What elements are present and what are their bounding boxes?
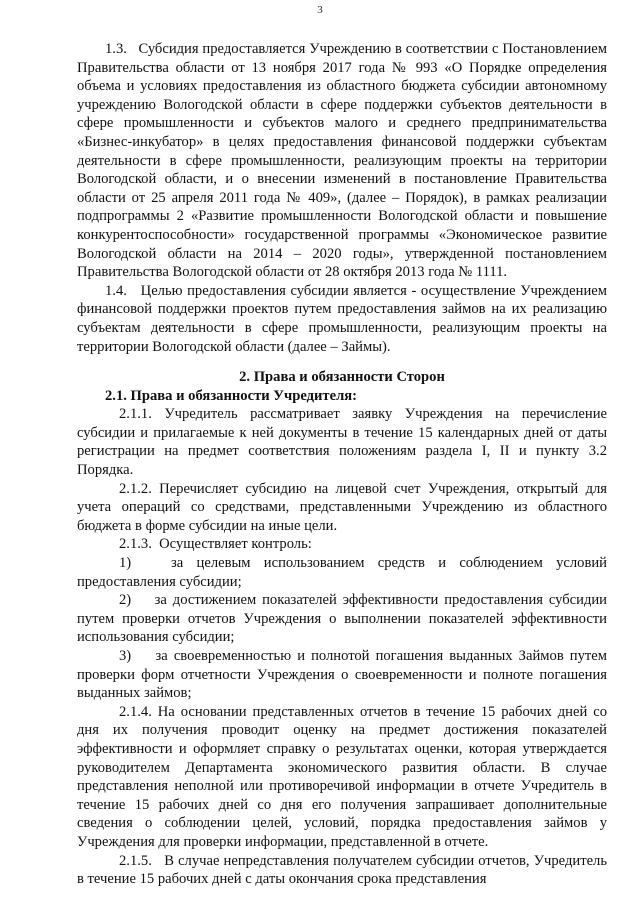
paragraph-1-4: 1.4. Целью предоставления субсидии является - осуществление Учреждением финансовой поддержки проектов путем предоставления займов на их реализацию субъектам деятельности в сфере промышленности, реализующим проекты на территории Вологодской области (далее – Займы). xyxy=(77,282,607,355)
paragraph-2-1-3: 2.1.3. Осуществляет контроль: xyxy=(119,536,312,553)
control-item-2: 2) за достижением показателей эффективности предоставления субсидии путем проверки отчетов Учреждения о выполнении показателей эффективности использования субсидии; xyxy=(77,592,607,646)
paragraph-2-1-5: 2.1.5. В случае непредставления получателем субсидии отчетов, Учредитель в течение 15 рабочих дней с даты окончания срока представления xyxy=(77,852,607,888)
section-2-title: 2. Права и обязанности Сторон xyxy=(239,369,445,386)
section-2-1-subtitle: 2.1. Права и обязанности Учредителя: xyxy=(105,387,358,404)
document-body xyxy=(77,40,607,889)
control-item-3: 3) за своевременностью и полнотой погашения выданных Займов путем проверки форм отчетности Учреждения о своевременности и полноте погашения выданных займов; xyxy=(77,648,607,702)
paragraph-2-1-4: 2.1.4. На основании представленных отчетов в течение 15 рабочих дней со дня их получения проводит оценку на предмет достижения показателей эффективности и оформляет справку о результатах оценки, которая утверждается руководителем Департамента экономического развития области. В случае представления неполной или противоречивой информации в отчете Учредитель в течение 15 рабочих дней со дня его получения запрашивает дополнительные сведения о соблюдении целей, условий, порядка предоставления займов у Учреждения для проверки информации, представленной в отчете. xyxy=(77,703,607,850)
paragraph-1-3: 1.3. Субсидия предоставляется Учреждению в соответствии с Постановлением Правительства области от 13 ноября 2017 года № 993 «О Порядке определения объема и условиях предоставления из областного бюджета субсидии автономному учреждению Вологодской области в сфере поддержки субъектов деятельности в сфере промышленности и субъектов малого и среднего предпринимательства «Бизнес-инкубатор» в целях предоставления финансовой поддержки субъектам деятельности в сфере промышленности, реализующим проекты на территории Вологодской области, и о внесении изменений в постановление Правительства области от 25 апреля 2011 года № 409», (далее – Порядок), в рамках реализации подпрограммы 2 «Развитие промышленности Вологодской области и повышение конкурентоспособности» государственной программы «Экономическое развитие Вологодской области на 2014 – 2020 годы», утвержденной постановлением Правительства Вологодской области от 28 октября 2013 года № 1111. xyxy=(77,41,607,281)
control-item-1: 1) за целевым использованием средств и соблюдением условий предоставления субсидии; xyxy=(77,555,607,590)
paragraph-2-1-1: 2.1.1. Учредитель рассматривает заявку Учреждения на перечисление субсидии и прилагаемые к ней документы в течение 15 календарных дней от даты регистрации на предмет соответствия положениям раздела I, II и пункту 3.2 Порядка. xyxy=(77,406,607,479)
paragraph-2-1-2: 2.1.2. Перечисляет субсидию на лицевой счет Учреждения, открытый для учета операций со средствами, представленными Учреждению из областного бюджета в форме субсидии на иные цели. xyxy=(77,480,607,534)
page-number: 3 xyxy=(317,4,323,16)
